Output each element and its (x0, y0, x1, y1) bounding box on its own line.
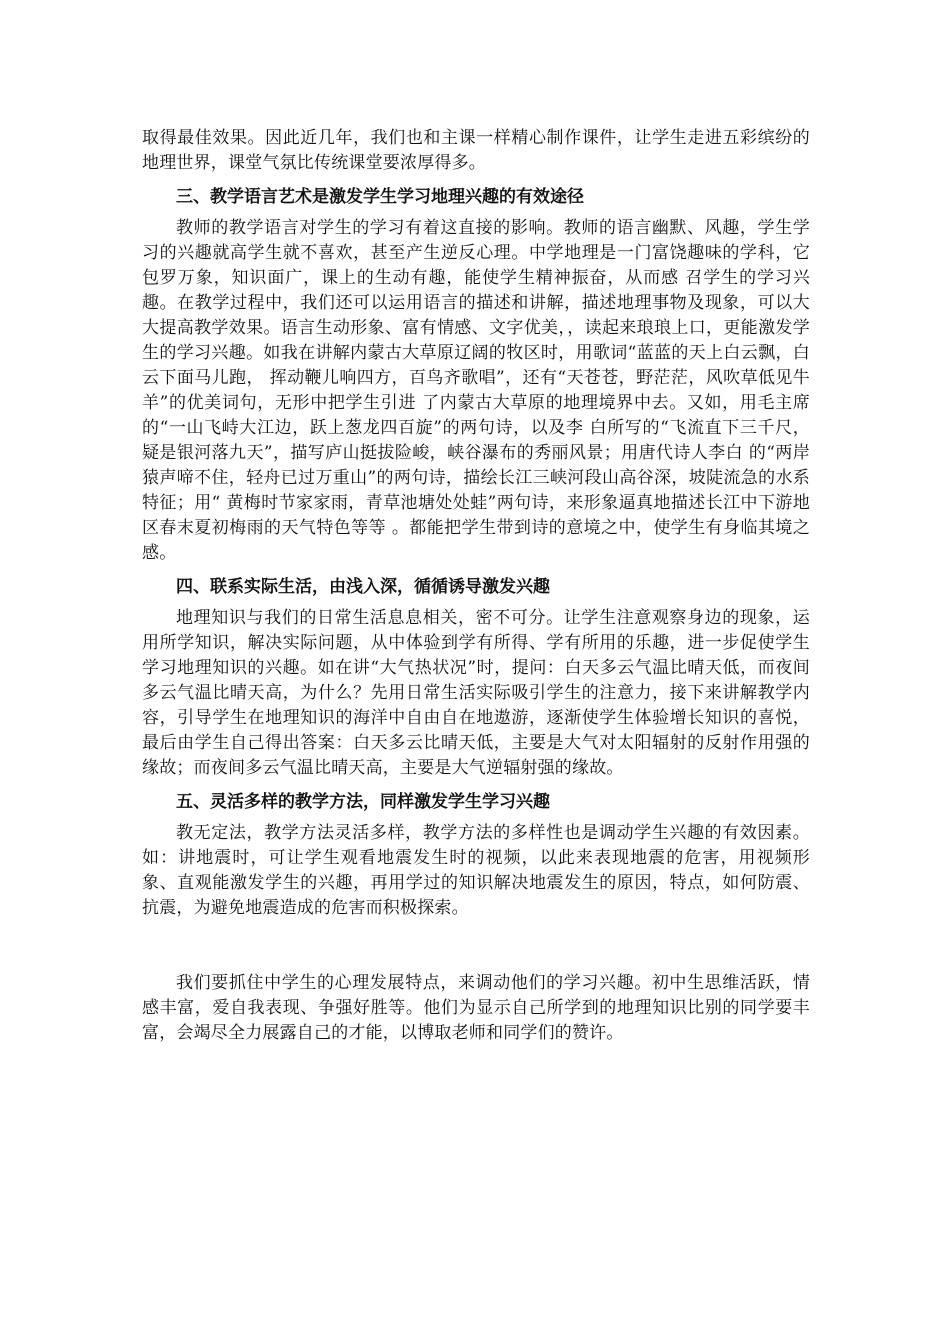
section-heading-3: 三、教学语言艺术是激发学生学习地理兴趣的有效途径 (176, 187, 584, 207)
section-heading-5: 五、灵活多样的教学方法，同样激发学生学习兴趣 (176, 792, 550, 812)
paragraph-closing: 我们要抓住中学生的心理发展特点，来调动他们的学习兴趣。初中生思维活跃，情感丰富，爱自我表现、争强好胜等。他们为显示自己所学到的地理知识比别的同学要丰富，会竭尽全力展露自己的才能，以博取老师和同学们的赞许。 (142, 973, 810, 1043)
paragraph-section-4: 地理知识与我们的日常生活息息相关，密不可分。让学生注意观察身边的现象，运用所学知识，解决实际问题，从中体验到学有所得、学有所用的乐趣，进一步促使学生学习地理知识的兴趣。如在讲“大气热状况”时，提问：白天多云气温比晴天低，而夜间多云气温比晴天高，为什么？先用日常生活实际吸引学生的注意力，接下来讲解教学内容，引导学生在地理知识的海洋中自由自在地遨游，逐渐使学生体验增长知识的喜悦，最后由学生自己得出答案：白天多云比晴天低，主要是大气对太阳辐射的反射作用强的缘故；而夜间多云气温比晴天高，主要是大气逆辐射强的缘故。 (142, 608, 810, 778)
section-heading-4: 四、联系实际生活，由浅入深，循循诱导激发兴趣 (176, 577, 550, 597)
paragraph-continuation: 取得最佳效果。因此近几年，我们也和主课一样精心制作课件，让学生走进五彩缤纷的地理世界，课堂气氛比传统课堂要浓厚得多。 (142, 128, 810, 173)
paragraph-section-3: 教师的教学语言对学生的学习有着这直接的影响。教师的语言幽默、风趣，学生学习的兴趣就高学生就不喜欢，甚至产生逆反心理。中学地理是一门富饶趣味的学科，它包罗万象，知识面广，课上的生动有趣，能使学生精神振奋，从而感 召学生的学习兴趣。在教学过程中，我们还可以运用语言的描述和讲解，描述地理事物及现象，可以大大提高教学效果。语言生动形象、富有情感、文字优美，，读起来琅琅上口，更能激发学生的学习兴趣。如我在讲解内蒙古大草原辽阔的牧区时，用歌词“蓝蓝的天上白云飘，白云下面马儿跑， 挥动鞭儿响四方，百鸟齐歌唱”，还有“天苍苍，野茫茫，风吹草低见牛羊”的优美词句，无形中把学生引进 了内蒙古大草原的地理境界中去。又如，用毛主席的“一山飞峙大江边，跃上葱龙四百旋”的两句诗，以及李 白所写的“飞流直下三千尺，疑是银河落九天”，描写庐山挺拔险峻，峡谷瀑布的秀丽风景；用唐代诗人李白 的“两岸猿声啼不住，轻舟已过万重山”的两句诗，描绘长江三峡河段山高谷深，坡陡流急的水系特征；用“ 黄梅时节家家雨，青草池塘处处蛙”两句诗，来形象逼真地描述长江中下游地区春末夏初梅雨的天气特色等等 。都能把学生带到诗的意境之中，使学生有身临其境之感。 (142, 218, 810, 563)
blank-gap (142, 921, 810, 971)
paragraph-section-5: 教无定法，教学方法灵活多样，教学方法的多样性也是调动学生兴趣的有效因素。如：讲地震时，可让学生观看地震发生时的视频，以此来表现地震的危害，用视频形象、直观能激发学生的兴趣，再用学过的知识解决地震发生的原因，特点，如何防震、抗震，为避免地震造成的危害而积极探索。 (142, 823, 810, 918)
